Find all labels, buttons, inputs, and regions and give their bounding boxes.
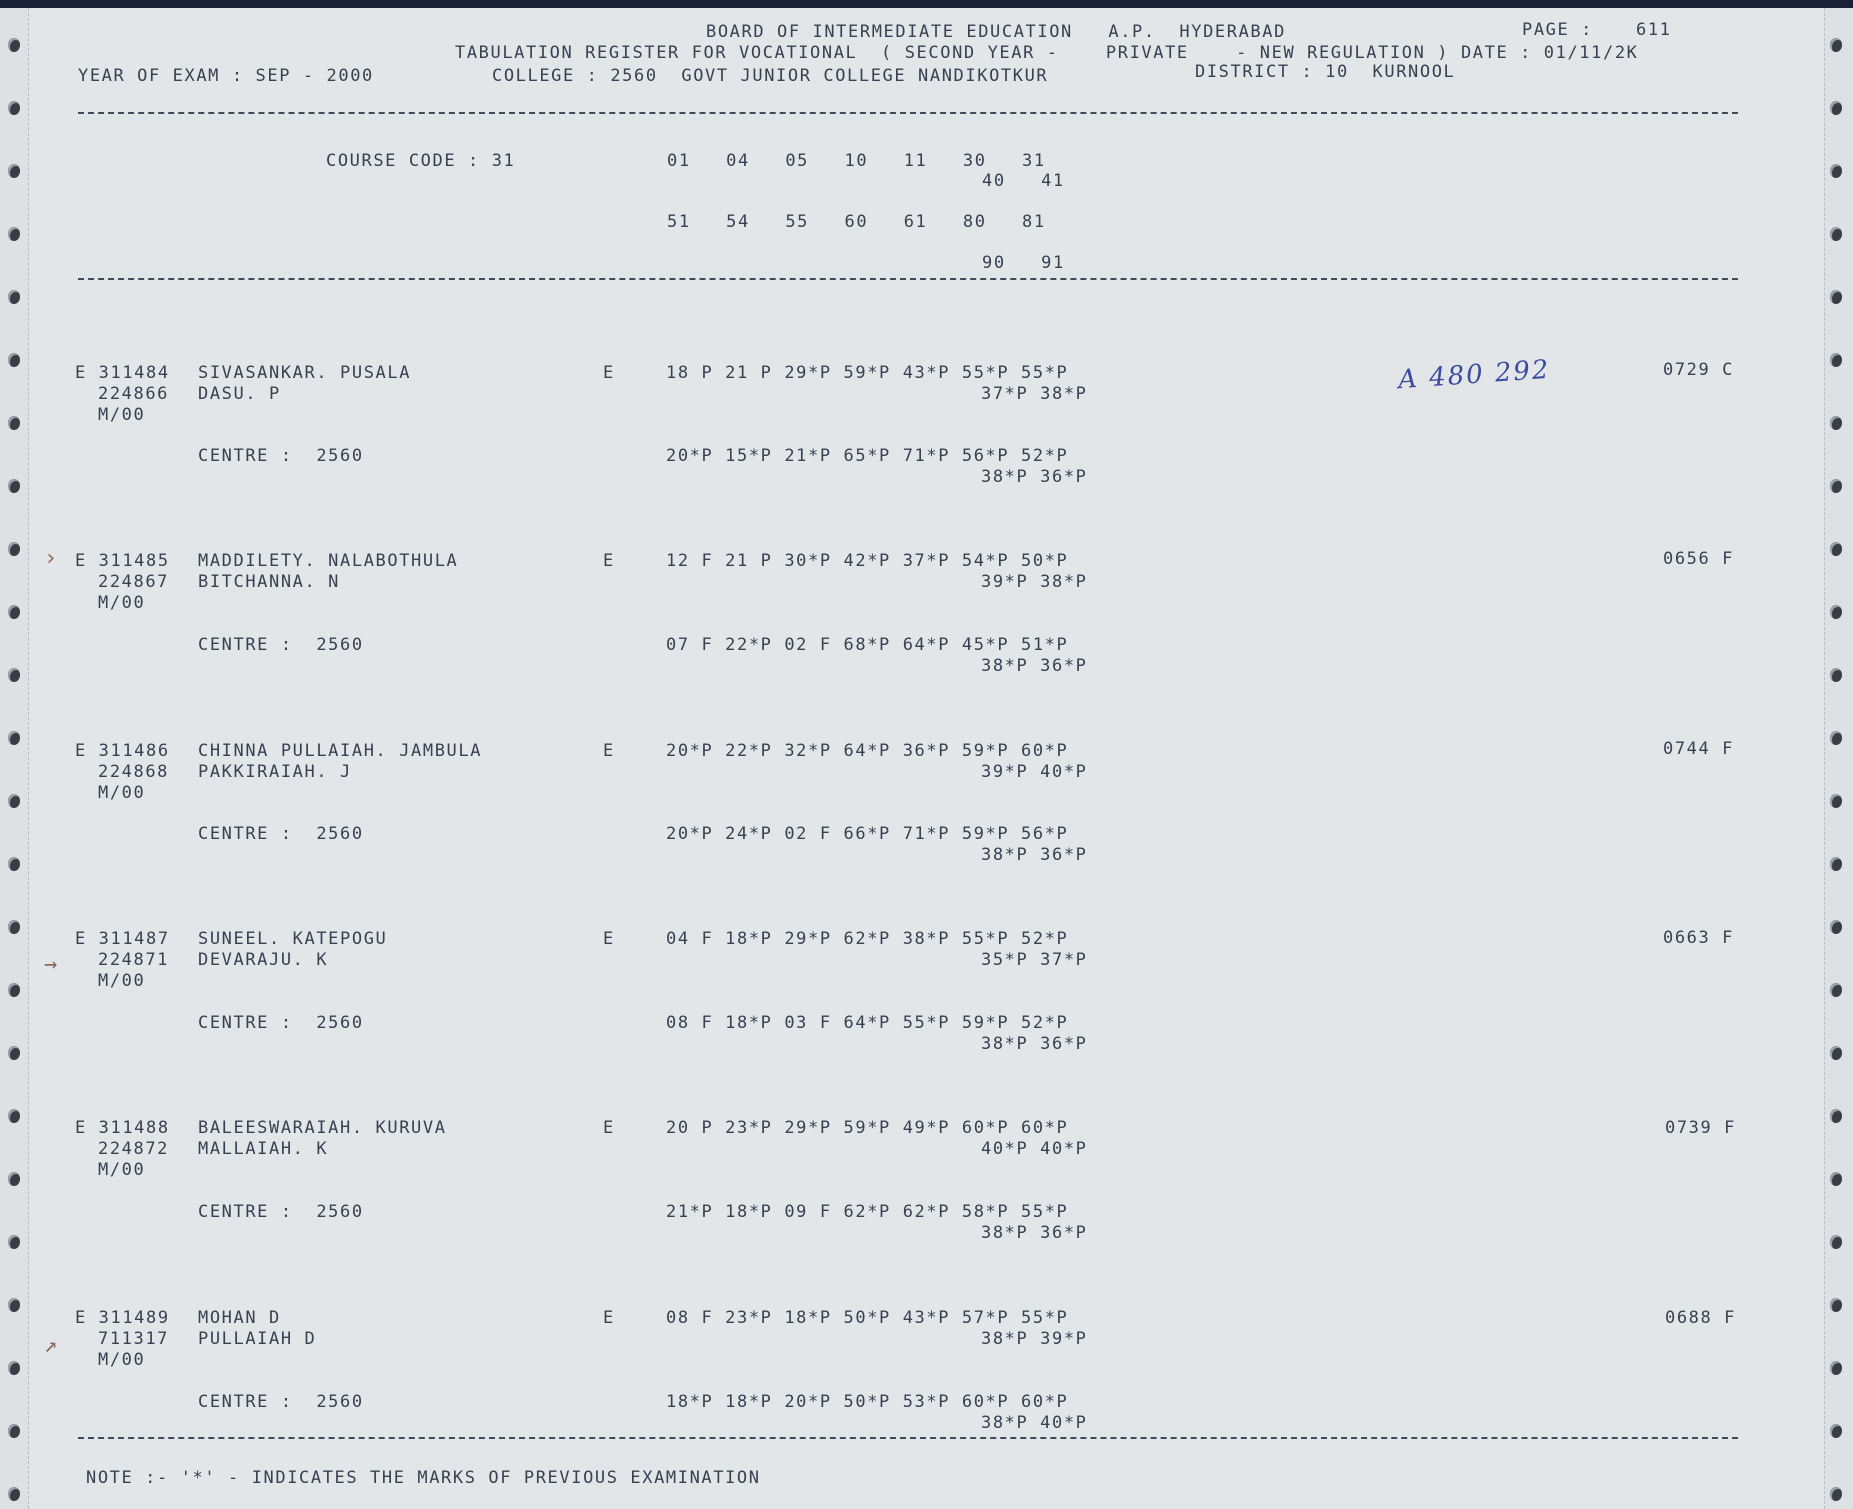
marks-row2b: 38*P 40*P (981, 1413, 1088, 1433)
tractor-hole (8, 794, 20, 808)
tractor-hole (1830, 1361, 1842, 1375)
marks-row1b: 40*P 40*P (981, 1139, 1088, 1159)
tabulation-sheet (0, 8, 1853, 1509)
centre: CENTRE : 2560 (198, 446, 364, 466)
roll-number: E 311488 (75, 1118, 170, 1138)
marks-row1: 18 P 21 P 29*P 59*P 43*P 55*P 55*P (666, 363, 1069, 383)
category: M/00 (98, 783, 146, 803)
total-result: 0744 F (1663, 739, 1735, 759)
marks-row1: 20 P 23*P 29*P 59*P 49*P 60*P 60*P (666, 1118, 1069, 1138)
student-id: 711317 (98, 1329, 170, 1349)
tractor-hole (1830, 290, 1842, 304)
student-id: 224868 (98, 762, 170, 782)
course-codes-row1b: 40 41 (982, 171, 1065, 191)
student-id: 224872 (98, 1139, 170, 1159)
tractor-hole (1830, 416, 1842, 430)
course-codes-row2: 51 54 55 60 61 80 81 (667, 212, 1046, 232)
centre: CENTRE : 2560 (198, 1392, 364, 1412)
roll-number: E 311485 (75, 551, 170, 571)
marks-row2: 18*P 18*P 20*P 50*P 53*P 60*P 60*P (666, 1392, 1069, 1412)
father-name: PULLAIAH D (198, 1329, 317, 1349)
marks-row2b: 38*P 36*P (981, 467, 1088, 487)
total-result: 0663 F (1663, 928, 1735, 948)
tractor-hole (8, 164, 20, 178)
father-name: MALLAIAH. K (198, 1139, 329, 1159)
marks-row2: 08 F 18*P 03 F 64*P 55*P 59*P 52*P (666, 1013, 1069, 1033)
tractor-hole (8, 983, 20, 997)
header-divider (78, 112, 1738, 114)
medium: E (603, 551, 615, 571)
footer-note: NOTE :- '*' - INDICATES THE MARKS OF PREVIOUS EXAMINATION (86, 1468, 761, 1488)
total-result: 0688 F (1665, 1308, 1737, 1328)
category: M/00 (98, 593, 146, 613)
tractor-hole (1830, 353, 1842, 367)
marks-row1: 08 F 23*P 18*P 50*P 43*P 57*P 55*P (666, 1308, 1069, 1328)
roll-number: E 311484 (75, 363, 170, 383)
tractor-hole (1830, 605, 1842, 619)
total-result: 0739 F (1665, 1118, 1737, 1138)
tractor-hole (1830, 101, 1842, 115)
tractor-hole (1830, 1046, 1842, 1060)
tractor-hole (8, 668, 20, 682)
footer-divider (78, 1437, 1738, 1439)
marks-row2b: 38*P 36*P (981, 1034, 1088, 1054)
tractor-hole (8, 101, 20, 115)
tractor-hole (1830, 164, 1842, 178)
course-codes-row1: 01 04 05 10 11 30 31 (667, 151, 1046, 171)
student-name: MADDILETY. NALABOTHULA (198, 551, 459, 571)
tractor-hole (1830, 1109, 1842, 1123)
tractor-hole (8, 479, 20, 493)
tractor-hole (8, 1235, 20, 1249)
student-id: 224866 (98, 384, 170, 404)
student-name: SUNEEL. KATEPOGU (198, 929, 388, 949)
tractor-hole (8, 857, 20, 871)
tractor-hole (8, 1046, 20, 1060)
tractor-hole (8, 38, 20, 52)
roll-number: E 311487 (75, 929, 170, 949)
tractor-hole (8, 290, 20, 304)
course-codes-row3: 90 91 (982, 253, 1065, 273)
student-name: CHINNA PULLAIAH. JAMBULA (198, 741, 483, 761)
student-name: MOHAN D (198, 1308, 281, 1328)
year-of-exam: YEAR OF EXAM : SEP - 2000 (78, 66, 374, 86)
arrow-mark-icon: → (44, 952, 58, 977)
father-name: PAKKIRAIAH. J (198, 762, 352, 782)
tractor-hole (8, 353, 20, 367)
medium: E (603, 363, 615, 383)
tractor-hole (8, 416, 20, 430)
board-title: BOARD OF INTERMEDIATE EDUCATION A.P. HYDERABAD (706, 22, 1286, 42)
tractor-hole (1830, 1235, 1842, 1249)
marks-row1b: 37*P 38*P (981, 384, 1088, 404)
marks-row2: 07 F 22*P 02 F 68*P 64*P 45*P 51*P (666, 635, 1069, 655)
marks-row2b: 38*P 36*P (981, 1223, 1088, 1243)
centre: CENTRE : 2560 (198, 635, 364, 655)
arrow-mark-icon: › (44, 546, 58, 571)
medium: E (603, 1308, 615, 1328)
tractor-hole (1830, 668, 1842, 682)
tractor-hole (1830, 227, 1842, 241)
marks-row2: 20*P 24*P 02 F 66*P 71*P 59*P 56*P (666, 824, 1069, 844)
tractor-hole (8, 1109, 20, 1123)
marks-row1: 04 F 18*P 29*P 62*P 38*P 55*P 52*P (666, 929, 1069, 949)
marks-row1b: 39*P 38*P (981, 572, 1088, 592)
course-code: COURSE CODE : 31 (326, 151, 516, 171)
student-id: 224871 (98, 950, 170, 970)
centre: CENTRE : 2560 (198, 824, 364, 844)
marks-row1: 12 F 21 P 30*P 42*P 37*P 54*P 50*P (666, 551, 1069, 571)
tractor-hole (1830, 983, 1842, 997)
arrow-mark-icon: ↗ (44, 1333, 58, 1358)
tractor-hole (8, 1487, 20, 1501)
tractor-hole (8, 605, 20, 619)
marks-row1b: 38*P 39*P (981, 1329, 1088, 1349)
tractor-hole (8, 1172, 20, 1186)
centre: CENTRE : 2560 (198, 1202, 364, 1222)
tractor-hole (1830, 38, 1842, 52)
centre: CENTRE : 2560 (198, 1013, 364, 1033)
marks-row1: 20*P 22*P 32*P 64*P 36*P 59*P 60*P (666, 741, 1069, 761)
medium: E (603, 741, 615, 761)
district-line: DISTRICT : 10 KURNOOL (1195, 62, 1456, 82)
tractor-hole (8, 227, 20, 241)
page-number: 611 (1636, 20, 1672, 40)
roll-number: E 311489 (75, 1308, 170, 1328)
tractor-hole (8, 1424, 20, 1438)
father-name: DASU. P (198, 384, 281, 404)
tractor-hole (1830, 857, 1842, 871)
tractor-hole (1830, 920, 1842, 934)
course-divider (78, 278, 1738, 280)
total-result: 0729 C (1663, 360, 1735, 380)
tractor-hole (1830, 542, 1842, 556)
total-result: 0656 F (1663, 549, 1735, 569)
student-id: 224867 (98, 572, 170, 592)
medium: E (603, 1118, 615, 1138)
marks-row1b: 39*P 40*P (981, 762, 1088, 782)
tractor-hole (1830, 1487, 1842, 1501)
marks-row2b: 38*P 36*P (981, 656, 1088, 676)
tractor-hole (8, 1298, 20, 1312)
tractor-hole (8, 920, 20, 934)
tractor-hole (1830, 479, 1842, 493)
marks-row1b: 35*P 37*P (981, 950, 1088, 970)
marks-row2: 20*P 15*P 21*P 65*P 71*P 56*P 52*P (666, 446, 1069, 466)
tractor-hole (1830, 794, 1842, 808)
medium: E (603, 929, 615, 949)
roll-number: E 311486 (75, 741, 170, 761)
register-title: TABULATION REGISTER FOR VOCATIONAL ( SECOND YEAR - PRIVATE - NEW REGULATION ) DATE : 01/11/2K (455, 43, 1639, 63)
father-name: DEVARAJU. K (198, 950, 329, 970)
tractor-hole (8, 542, 20, 556)
tractor-hole (1830, 1298, 1842, 1312)
handwritten-note: A 480 292 (1397, 354, 1552, 396)
category: M/00 (98, 405, 146, 425)
category: M/00 (98, 971, 146, 991)
tractor-hole (8, 731, 20, 745)
category: M/00 (98, 1160, 146, 1180)
tractor-hole (1830, 731, 1842, 745)
category: M/00 (98, 1350, 146, 1370)
student-name: SIVASANKAR. PUSALA (198, 363, 412, 383)
tractor-hole (8, 1361, 20, 1375)
marks-row2: 21*P 18*P 09 F 62*P 62*P 58*P 55*P (666, 1202, 1069, 1222)
marks-row2b: 38*P 36*P (981, 845, 1088, 865)
father-name: BITCHANNA. N (198, 572, 341, 592)
student-name: BALEESWARAIAH. KURUVA (198, 1118, 447, 1138)
tractor-hole (1830, 1424, 1842, 1438)
college-line: COLLEGE : 2560 GOVT JUNIOR COLLEGE NANDIKOTKUR (492, 66, 1049, 86)
page-label: PAGE : (1522, 20, 1594, 40)
tractor-hole (1830, 1172, 1842, 1186)
